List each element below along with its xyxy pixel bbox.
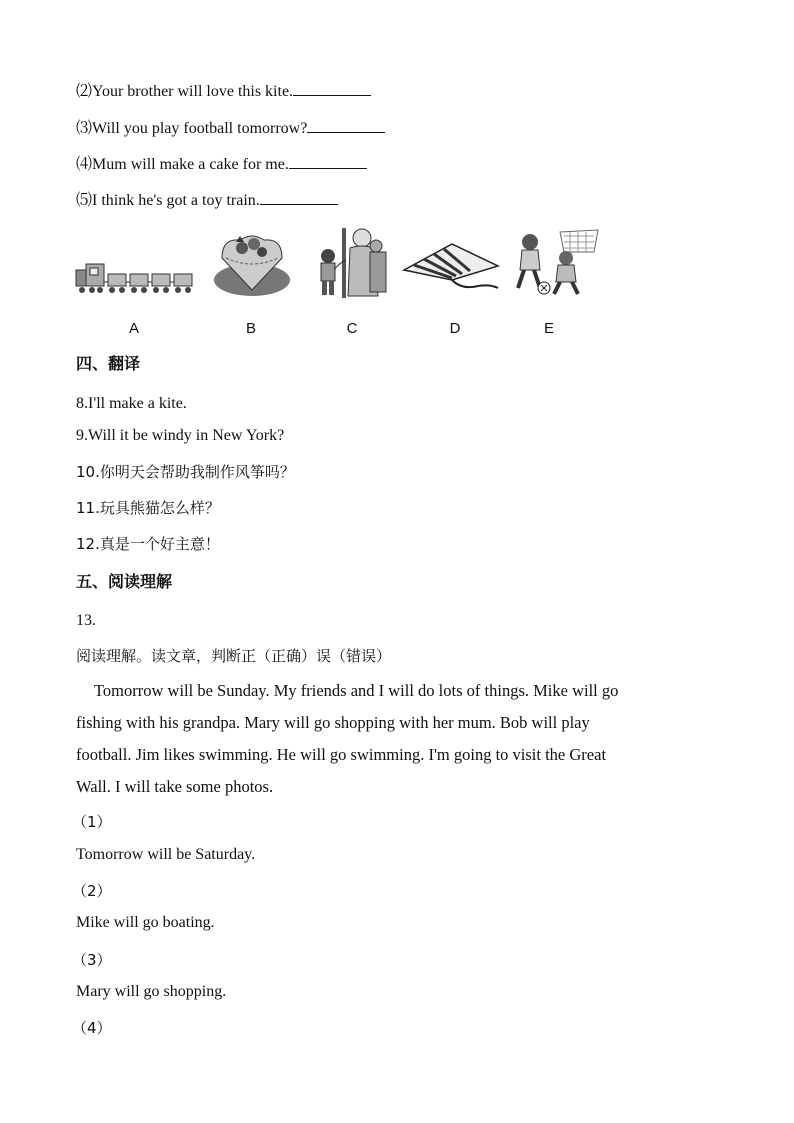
picture-label: E <box>543 320 554 337</box>
reading-passage <box>76 675 696 803</box>
passage-line: football. Jim likes swimming. He will go swimming. I'm going to visit the Great <box>76 745 607 764</box>
section-heading-translation: 四、翻译 <box>76 354 141 373</box>
picture-label: A <box>128 320 139 337</box>
match-item <box>76 187 338 210</box>
translation-item: 12.真是一个好主意！ <box>76 535 220 553</box>
question-number: 13. <box>76 612 96 629</box>
translation-item: 11.玩具熊猫怎么样？ <box>76 499 220 517</box>
picture-label: C <box>346 320 358 337</box>
item-number: ⑸ <box>76 192 93 209</box>
item-number: ⑷ <box>76 156 93 173</box>
passage-line: Wall. I will take some photos. <box>76 777 274 796</box>
reading-instruction: 阅读理解。读文章，判断正（正确）误（错误） <box>76 647 392 665</box>
cake-icon <box>212 228 292 303</box>
picture-label: D <box>449 320 461 337</box>
item-text: I think he's got a toy train. <box>92 192 260 209</box>
picture-options <box>70 222 610 342</box>
question-number: （4） <box>72 1019 112 1037</box>
question-text: Mike will go boating. <box>76 914 215 931</box>
question-text: Tomorrow will be Saturday. <box>76 846 256 863</box>
passage-line: Tomorrow will be Sunday. My friends and I will do lots of things. Mike will go <box>94 681 619 700</box>
section-heading-reading: 五、阅读理解 <box>76 572 173 591</box>
answer-blank[interactable] <box>293 81 371 96</box>
passage-line: fishing with his grandpa. Mary will go shopping with her mum. Bob will play <box>76 713 590 732</box>
answer-blank[interactable] <box>307 118 385 133</box>
question-number: （3） <box>72 951 112 969</box>
translation-item: 10.你明天会帮助我制作风筝吗？ <box>76 463 295 481</box>
item-number: ⑶ <box>76 120 93 137</box>
match-item <box>76 151 367 174</box>
match-item <box>76 78 371 101</box>
answer-blank[interactable] <box>260 190 338 205</box>
question-number: （2） <box>72 882 112 900</box>
picture-label: B <box>245 320 256 337</box>
item-text: Your brother will love this kite. <box>92 83 294 100</box>
translation-item: 8.I'll make a kite. <box>76 395 187 412</box>
question-number: （1） <box>72 813 112 831</box>
item-text: Mum will make a cake for me. <box>92 156 289 173</box>
kite-icon <box>400 240 502 297</box>
grandparent-and-child-icon <box>316 222 392 305</box>
item-number: ⑵ <box>76 83 93 100</box>
item-text: Will you play football tomorrow? <box>92 120 308 137</box>
boys-playing-football-icon <box>514 228 600 303</box>
toy-train-icon <box>74 260 196 305</box>
match-item <box>76 115 385 138</box>
answer-blank[interactable] <box>289 154 367 169</box>
translation-item: 9.Will it be windy in New York? <box>76 427 285 444</box>
question-text: Mary will go shopping. <box>76 983 227 1000</box>
